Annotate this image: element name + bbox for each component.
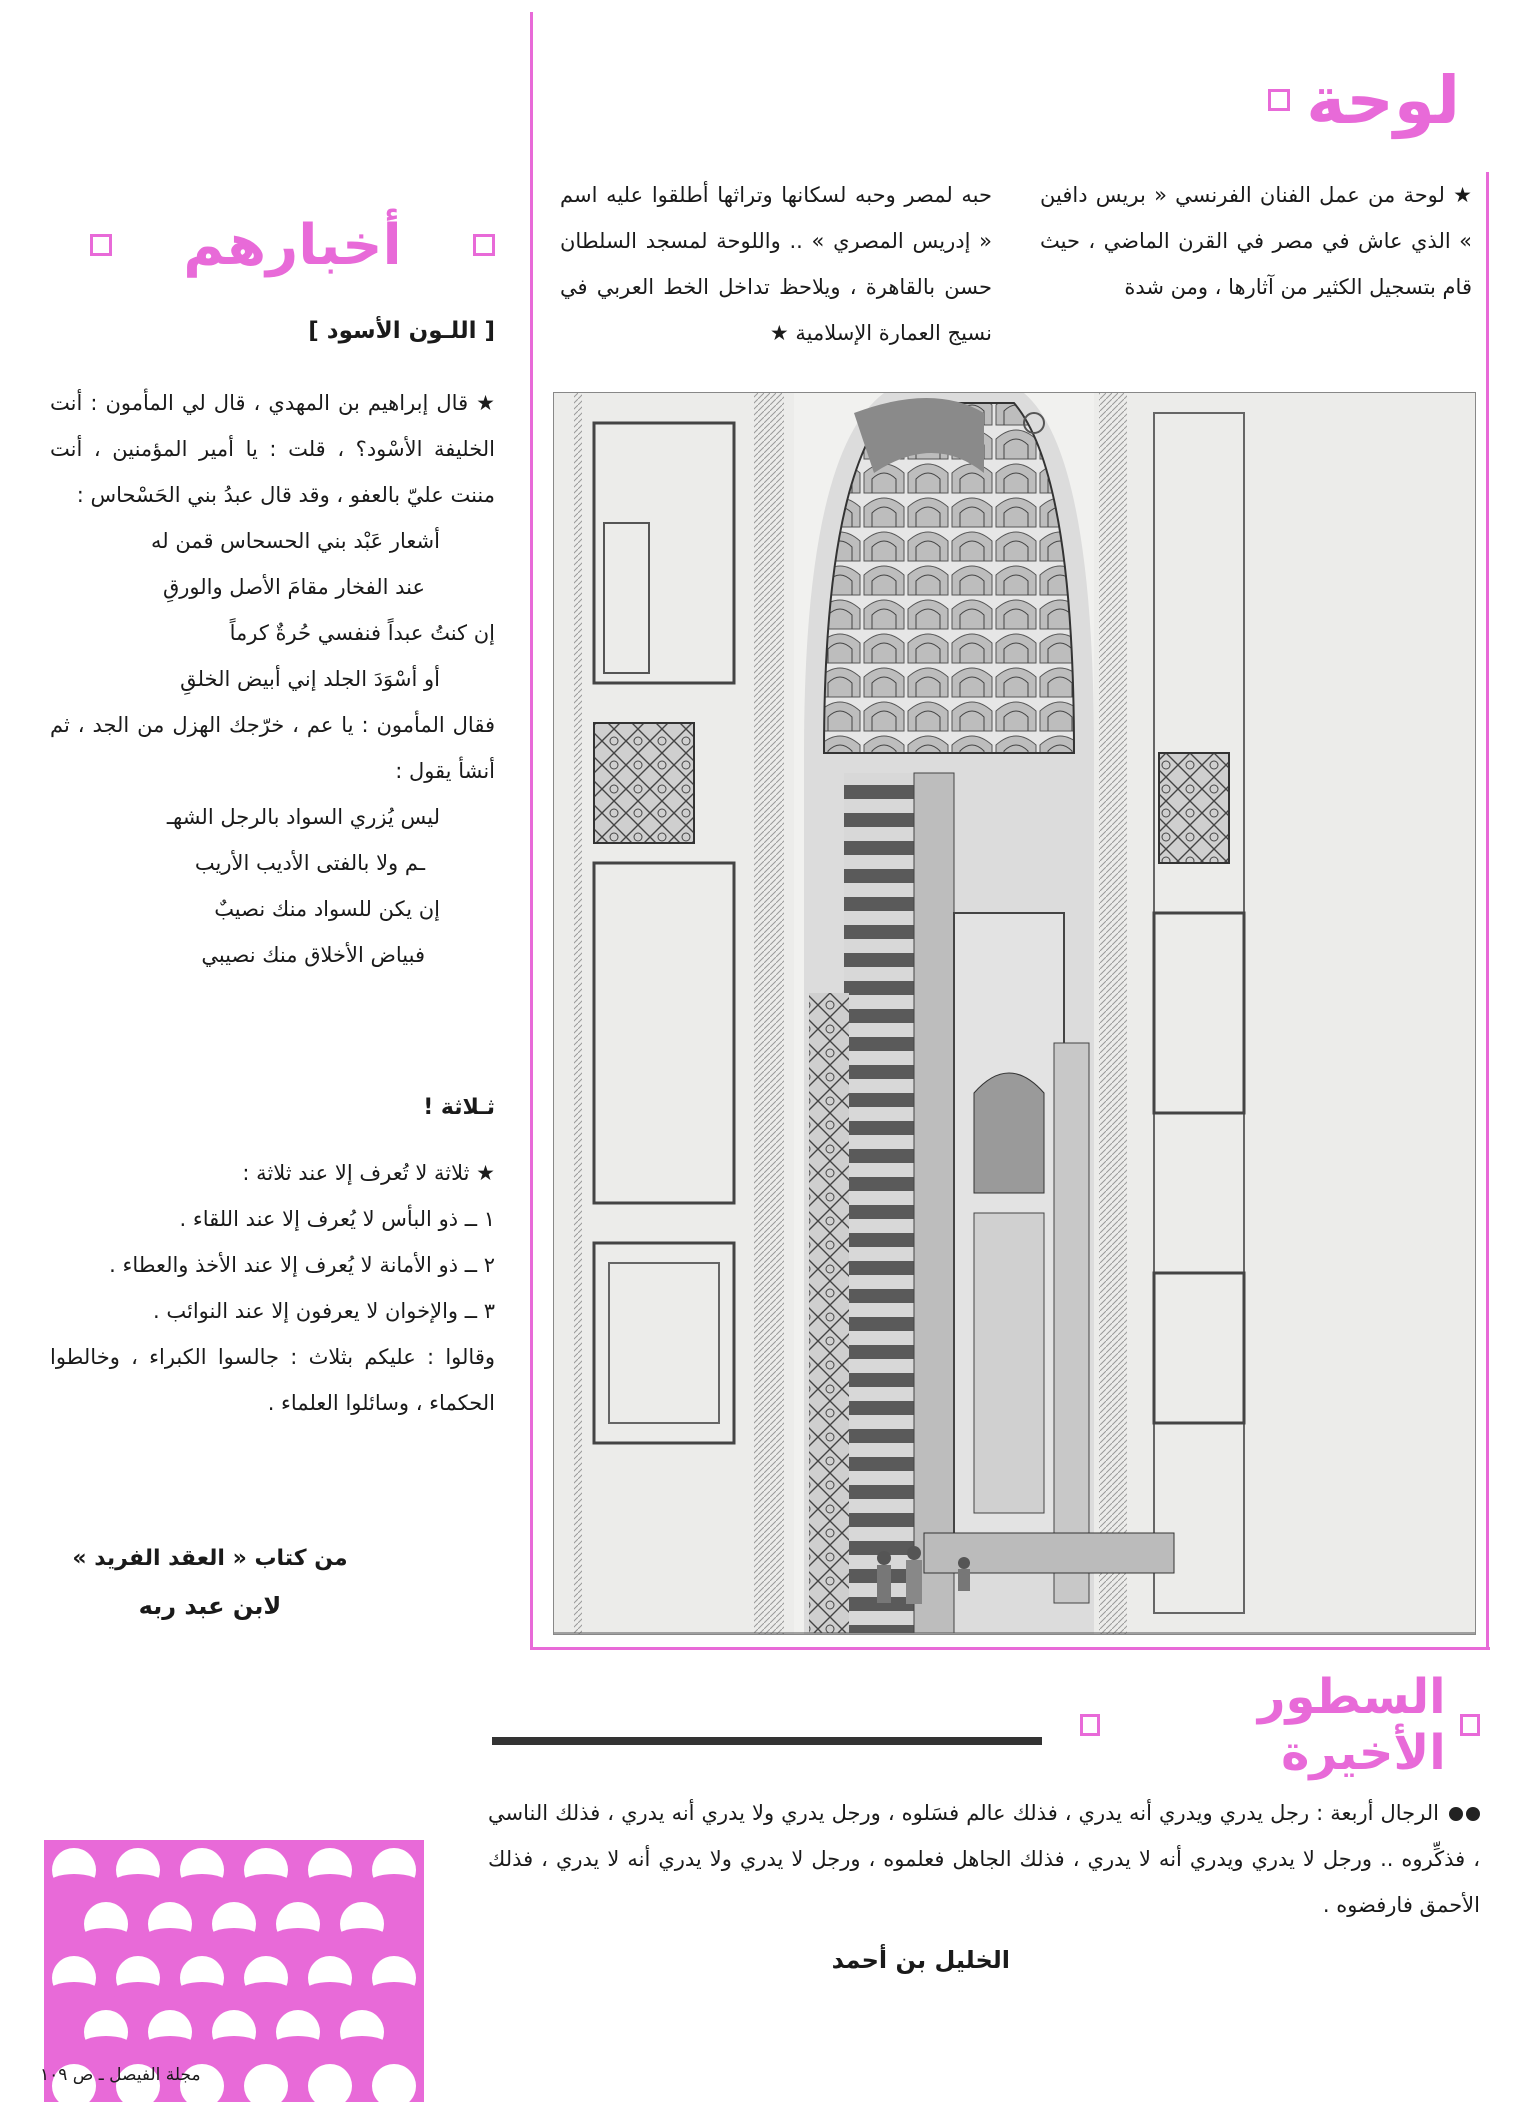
last-lines-title-text: السطور الأخيرة <box>1257 1669 1446 1781</box>
list-item: وقالوا : عليكم بثلاث : جالسوا الكبراء ، وخالطوا الحكماء ، وسائلوا العلماء . <box>50 1345 495 1415</box>
verse-line: أو أسْوَدَ الجلد إني أبيض الخلقِ <box>180 667 440 691</box>
last-lines-body: الرجال أربعة : رجل يدري ويدري أنه يدري ، فذلك عالم فسَلوه ، ورجل يدري ولا يدري أنه يدري ، فذلك الناسي ، فذكِّروه .. ورجل لا يدري ويدري أنه لا يدري ، فذلك الجاهل فعلموه ، ورجل لا يدري ولا يدري أنه لا يدري ، فذلك الأحمق فارفضوه . <box>488 1801 1480 1917</box>
source-book: من كتاب « العقد الفريد » <box>72 1546 348 1571</box>
news-title-text: أخبارهم <box>183 212 402 278</box>
painting-section-title <box>1220 60 1460 140</box>
last-lines-author: الخليل بن أحمد <box>831 1946 1010 1974</box>
black-color-heading: [ اللـون الأسود ] <box>308 318 495 344</box>
mosque-portal-engraving <box>553 392 1476 1635</box>
list-item: ١ ــ ذو البأس لا يُعرف إلا عند اللقاء . <box>179 1207 495 1231</box>
news-section-title <box>90 205 495 285</box>
verse-line: عند الفخار مقامَ الأصل والورقِ <box>162 575 425 599</box>
source-author: لابن عبد ربه <box>138 1592 282 1620</box>
verse-line: إن يكن للسواد منك نصيبٌ <box>214 897 440 921</box>
verse-line: ليس يُزري السواد بالرجل الشهـ <box>166 805 440 829</box>
list-item: ★ ثلاثة لا تُعرف إلا عند ثلاثة : <box>242 1161 495 1185</box>
painting-title-text: لوحة <box>1306 61 1460 139</box>
painting-caption-right: ★ لوحة من عمل الفنان الفرنسي « بريس دافين » الذي عاش في مصر في القرن الماضي ، حيث قام بتسجيل الكثير من آثارها ، ومن شدة <box>1040 183 1472 299</box>
square-bullet-icon <box>473 234 495 256</box>
page-footer: مجلة الفيصل ـ ص ١٠٩ <box>40 2065 201 2085</box>
list-item: ٢ ــ ذو الأمانة لا يُعرف إلا عند الأخذ والعطاء . <box>109 1253 495 1277</box>
decorative-wave-pattern <box>44 1840 424 2102</box>
wave-ornament-icon <box>44 1840 424 2102</box>
verse-line: فبياض الأخلاق منك نصيبي <box>201 943 425 967</box>
bullet-dot-icon <box>1449 1807 1463 1821</box>
story-middle: فقال المأمون : يا عم ، خرّجك الهزل من الجد ، ثم أنشأ يقول : <box>50 713 495 783</box>
square-bullet-icon <box>1460 1714 1480 1736</box>
story-intro: ★ قال إبراهيم بن المهدي ، قال لي المأمون : أنت الخليفة الأسْود؟ ، قلت : يا أمير المؤمنين ، أنت مننت عليّ بالعفو ، وقد قال عبدُ بني الحَسْحاس : <box>50 391 495 507</box>
verse-line: أشعار عَبْد بني الحسحاس قمن له <box>151 529 440 553</box>
three-heading: ثـلاثة ! <box>423 1095 495 1120</box>
list-item: ٣ ــ والإخوان لا يعرفون إلا عند النوائب . <box>153 1299 495 1323</box>
square-bullet-icon <box>1080 1714 1100 1736</box>
painting-caption-left: حبه لمصر وحبه لسكانها وتراثها أطلقوا عليه اسم « إدريس المصري » .. واللوحة لمسجد السلطان حسن بالقاهرة ، ويلاحظ تداخل الخط العربي في نسيج العمارة الإسلامية ★ <box>560 183 992 345</box>
divider-bar <box>492 1737 1042 1745</box>
verse-line: ـم ولا بالفتى الأديب الأريب <box>194 851 425 875</box>
last-lines-text <box>488 1790 1480 1928</box>
last-lines-title <box>1080 1669 1480 1781</box>
square-bullet-icon <box>1268 89 1290 111</box>
painting-panel-frame-right <box>1486 172 1489 1650</box>
square-bullet-icon <box>90 234 112 256</box>
engraving-illustration <box>554 393 1476 1635</box>
bullet-dot-icon <box>1466 1807 1480 1821</box>
black-color-story <box>50 380 495 978</box>
verse-line: إن كنتُ عبداً فنفسي حُرةٌ كرماً <box>229 621 495 645</box>
three-list <box>50 1150 495 1426</box>
